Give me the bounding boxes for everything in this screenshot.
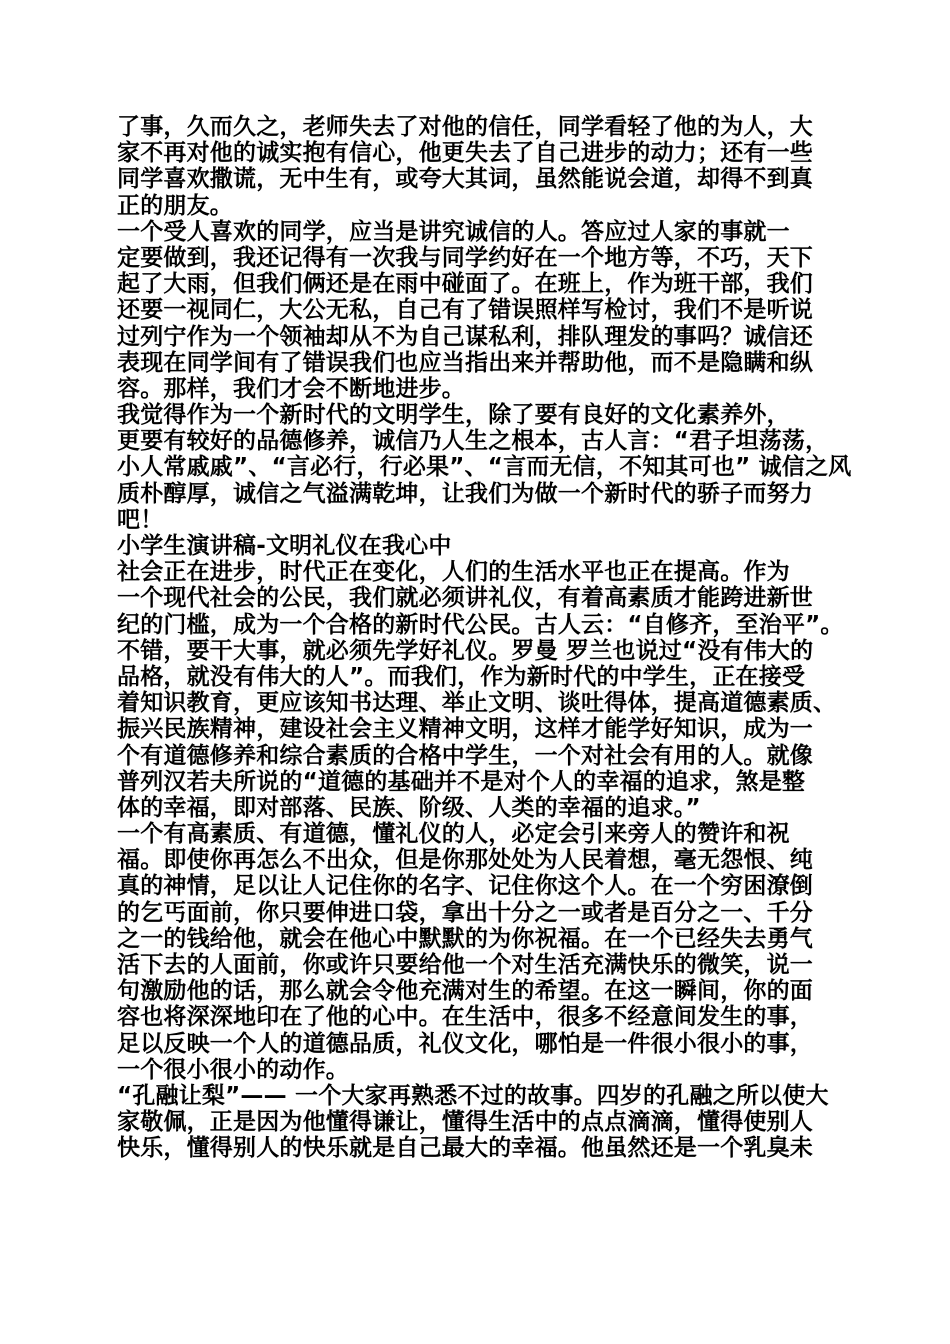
text-line: 活下去的人面前，你或许只要给他一个对生活充满快乐的微笑，说一 <box>117 952 813 978</box>
text-line: 快乐，懂得别人的快乐就是自己最大的幸福。他虽然还是一个乳臭未 <box>117 1135 813 1162</box>
text-line: 品格，就没有伟大的人”。而我们，作为新时代的中学生，正在接受 <box>117 663 806 690</box>
text-line: 的乞丐面前，你只要伸进口袋，拿出十分之一或者是百分之一、千分 <box>117 899 813 926</box>
text-line: 正的朋友。 <box>117 192 233 219</box>
text-line: 家敬佩，正是因为他懂得谦让，懂得生活中的点点滴滴，懂得使别人 <box>117 1109 813 1136</box>
text-line: 普列汉若夫所说的“道德的基础并不是对个人的幸福的追求，煞是整 <box>117 768 806 795</box>
text-line: “孔融让梨”—— 一个大家再熟悉不过的故事。四岁的孔融之所以使大 <box>117 1082 829 1109</box>
text-line: 一个很小很小的动作。 <box>117 1056 349 1083</box>
text-line: 同学喜欢撒谎，无中生有，或夸大其词，虽然能说会道，却得不到真 <box>117 166 813 193</box>
text-line: 社会正在进步，时代正在变化，人们的生活水平也正在提高。作为 <box>117 559 790 586</box>
text-line: 家不再对他的诚实抱有信心，他更失去了自己进步的动力；还有一些 <box>117 140 813 167</box>
text-line: 我觉得作为一个新时代的文明学生，除了要有良好的文化素养外， <box>117 402 790 429</box>
document-body <box>117 114 852 1162</box>
text-line: 个有道德修养和综合素质的合格中学生，一个对社会有用的人。就像 <box>117 742 813 769</box>
text-line: 容也将深深地印在了他的心中。在生活中，很多不经意间发生的事， <box>117 1004 813 1031</box>
text-line: 还要一视同仁，大公无私，自己有了错误照样写检讨，我们不是听说 <box>117 297 813 324</box>
text-line: 振兴民族精神，建设社会主义精神文明，这样才能学好知识，成为一 <box>117 716 813 743</box>
text-line: 过列宁作为一个领袖却从不为自己谋私利，排队理发的事吗？诚信还 <box>117 323 813 350</box>
text-line: 着知识教育，更应该知书达理、举止文明、谈吐得体，提高道德素质、 <box>117 690 837 717</box>
text-line: 不错，要干大事，就必须先学好礼仪。罗曼 罗兰也说过“没有伟大的 <box>117 637 814 664</box>
text-line: 小人常戚戚”、“言必行，行必果”、“言而无信，不知其可也” 诚信之风 <box>117 454 852 481</box>
text-line: 福。即使你再怎么不出众，但是你那处处为人民着想，毫无怨恨、纯 <box>117 847 813 874</box>
text-line: 质朴醇厚，诚信之气溢满乾坤，让我们为做一个新时代的骄子而努力 <box>117 480 813 507</box>
text-line: 起了大雨，但我们俩还是在雨中碰面了。在班上，作为班干部，我们 <box>117 271 813 298</box>
text-line: 之一的钱给他，就会在他心中默默的为你祝福。在一个已经失去勇气 <box>117 925 813 952</box>
text-line: 更要有较好的品德修养，诚信乃人生之根本，古人言：“君子坦荡荡， <box>117 428 829 455</box>
text-line: 容。那样，我们才会不断地进步。 <box>117 375 465 402</box>
text-line: 足以反映一个人的道德品质，礼仪文化，哪怕是一件很小很小的事， <box>117 1030 813 1057</box>
text-line: 真的神情，足以让人记住你的名字、记住你这个人。在一个穷困潦倒 <box>117 873 813 900</box>
text-line: 一个现代社会的公民，我们就必须讲礼仪，有着高素质才能跨进新世 <box>117 585 813 612</box>
text-line: 句激励他的话，那么就会令他充满对生的希望。在这一瞬间，你的面 <box>117 978 813 1005</box>
text-line: 吧！ <box>117 506 164 533</box>
text-line: 纪的门槛，成为一个合格的新时代公民。古人云：“自修齐，至治平”。 <box>117 611 844 638</box>
text-line: 了事，久而久之，老师失去了对他的信任，同学看轻了他的为人，大 <box>117 114 813 140</box>
text-line: 一个受人喜欢的同学，应当是讲究诚信的人。答应过人家的事就一 <box>117 218 790 245</box>
section-heading: 小学生演讲稿-文明礼仪在我心中 <box>117 533 452 559</box>
text-line: 表现在同学间有了错误我们也应当指出来并帮助他，而不是隐瞒和纵 <box>117 349 813 376</box>
text-line: 一个有高素质、有道德，懂礼仪的人，必定会引来旁人的赞许和祝 <box>117 821 790 848</box>
text-line: 定要做到，我还记得有一次我与同学约好在一个地方等，不巧，天下 <box>117 244 813 271</box>
text-line: 体的幸福，即对部落、民族、阶级、人类的幸福的追求。” <box>117 794 701 821</box>
